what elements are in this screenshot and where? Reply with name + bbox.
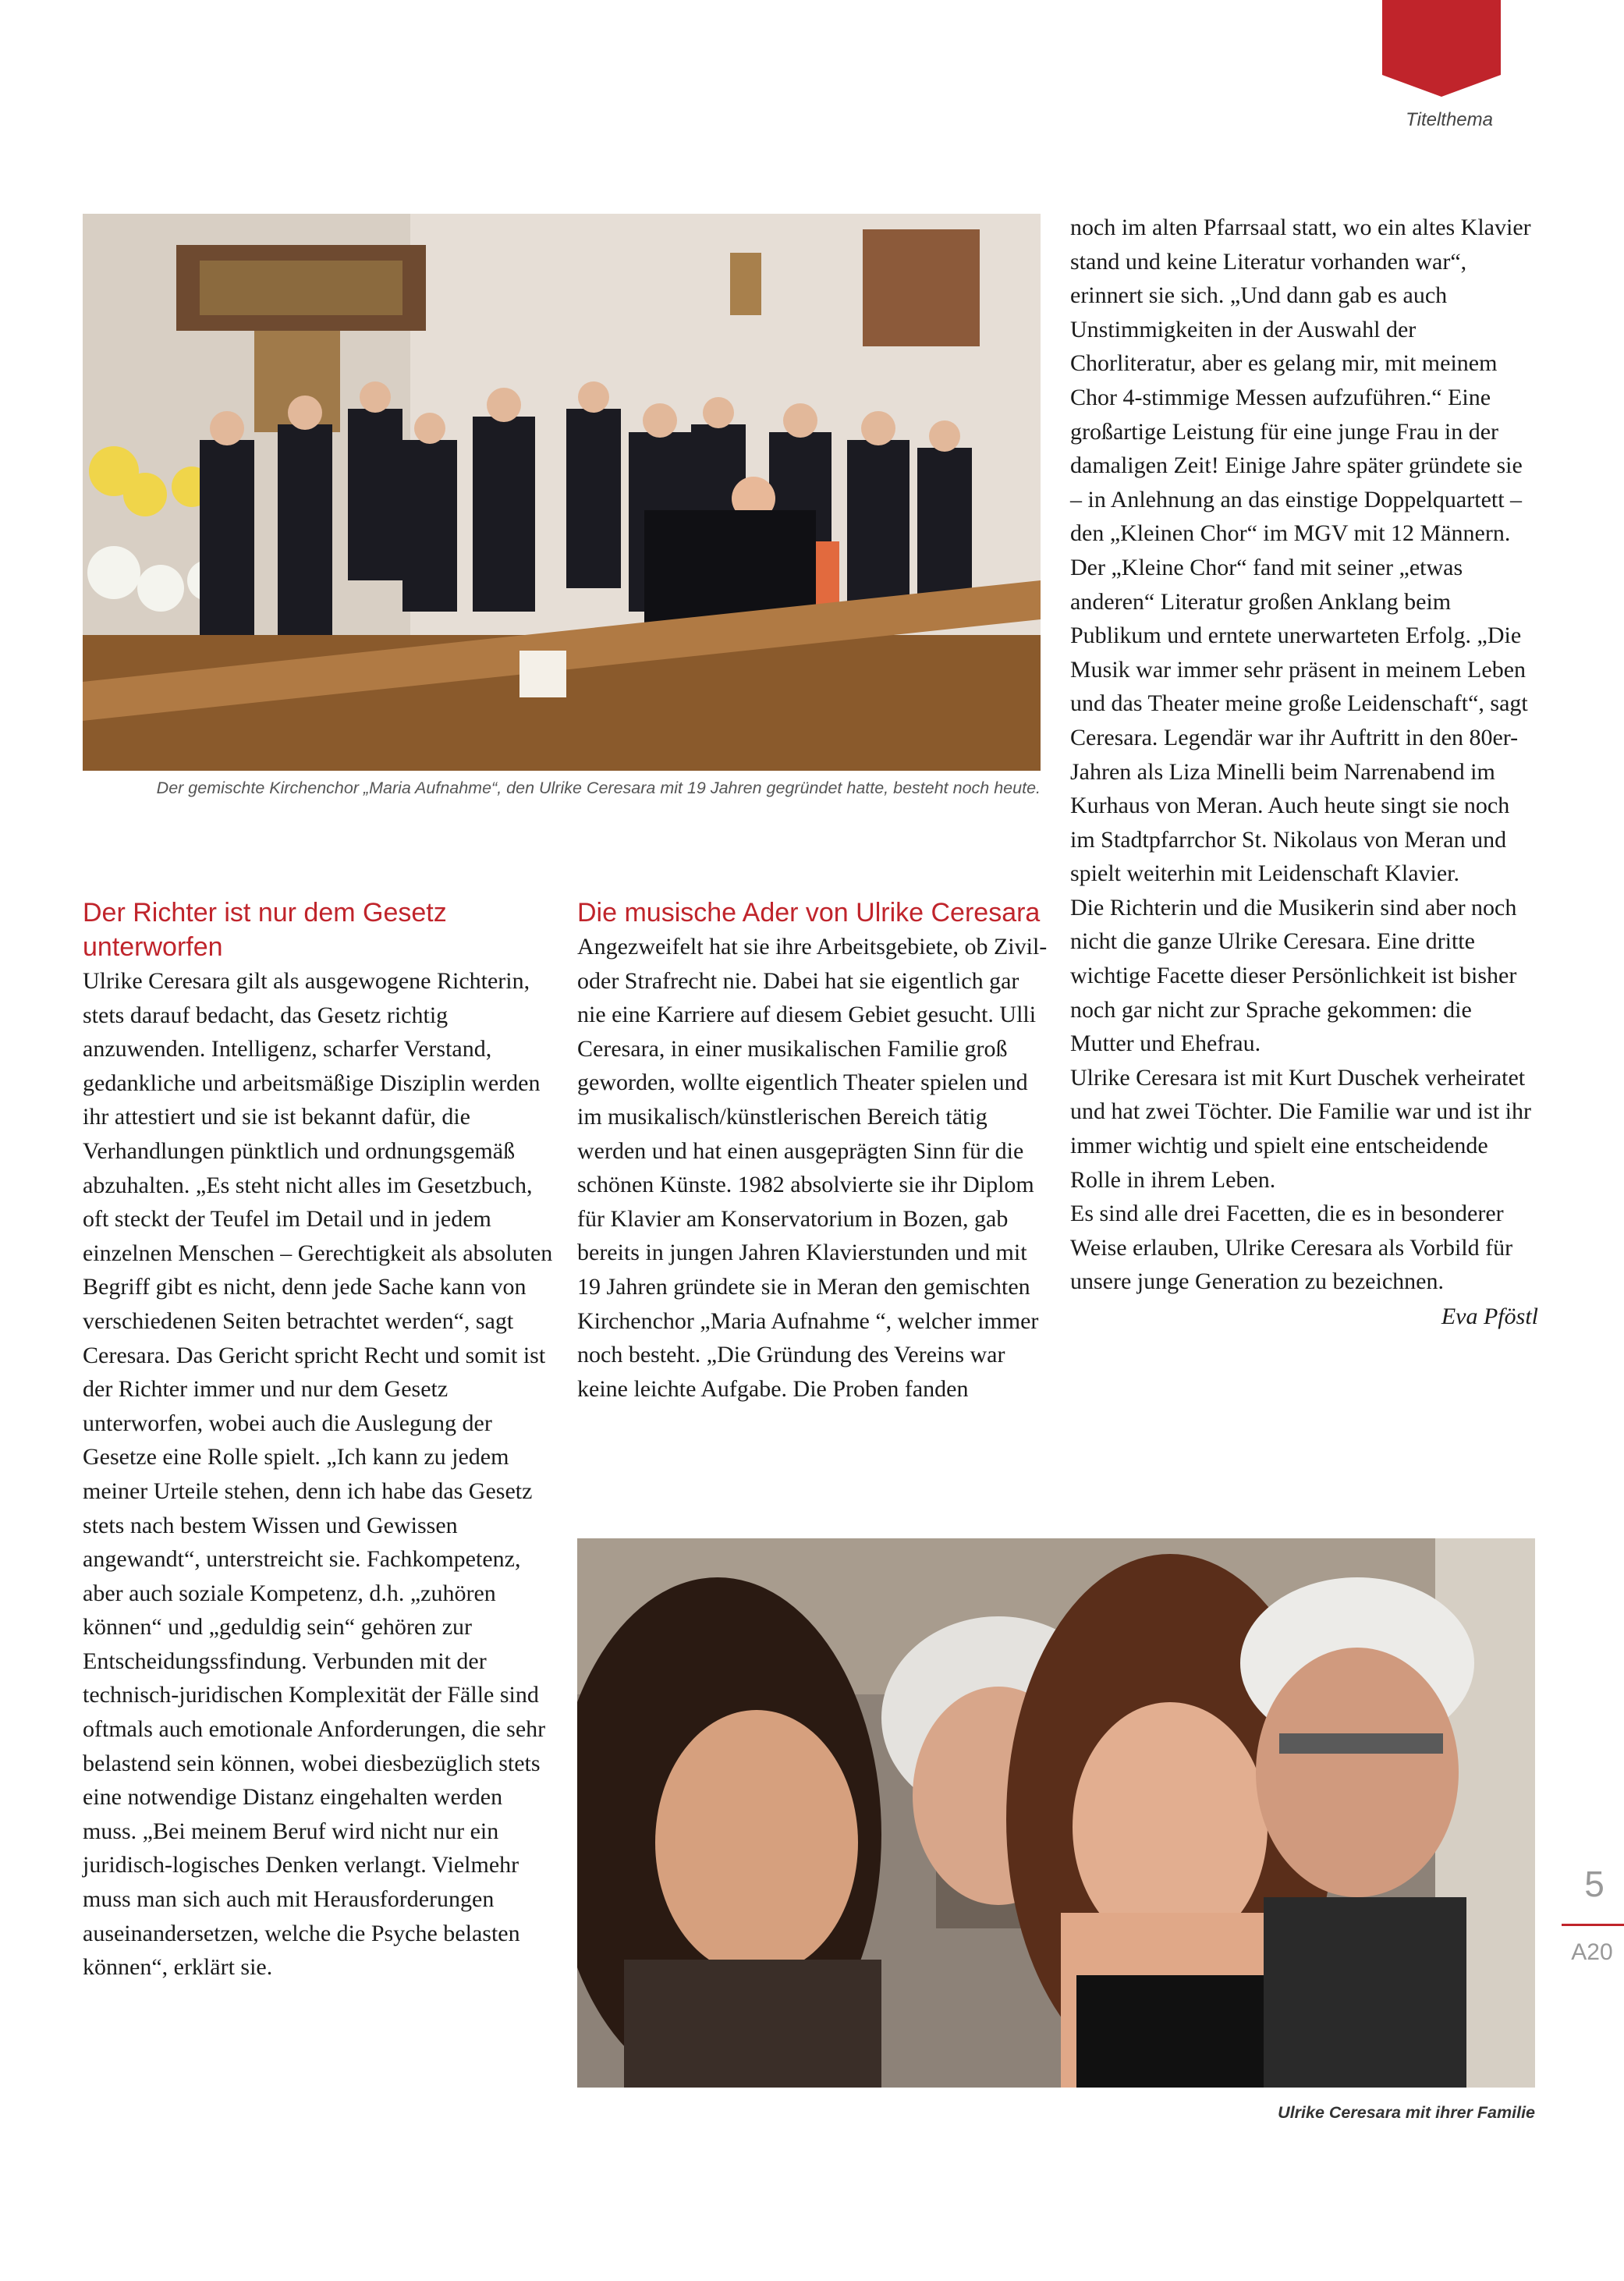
column-1-heading: Der Richter ist nur dem Gesetz unterworfen [83,898,447,962]
section-label: Titelthema [1406,109,1493,130]
article-column-1 [83,896,555,1985]
column-3-text-3: Ulrike Ceresara ist mit Kurt Duschek verheiratet und hat zwei Töchter. Die Familie war und ist ihr immer wichtig und spielt eine entscheidende Rolle in ihrem Leben. [1070,1064,1531,1193]
article-column-3 [1070,211,1538,1330]
column-1-text: Ulrike Ceresara gilt als ausgewogene Richterin, stets darauf bedacht, das Gesetz richtig anzuwenden. Intelligenz, scharfer Verstand, gedankliche und arbeitsmäßige Disziplin werden ihr attestiert und sie ist bekannt dafür, die Verhandlungen pünktlich und ordnungsgemäß abzuhalten. „Es steht nicht alles im Gesetzbuch, oft steckt der Teufel im Detail und in jedem einzelnen Menschen – Gerechtigkeit als absoluten Begriff gibt es nicht, denn jede Sache kann von verschiedenen Seiten betrachtet werden“, sagt Ceresara. Das Gericht spricht Recht und somit ist der Richter immer und nur dem Gesetz unterworfen, wobei auch die Auslegung der Gesetze eine Rolle spielt. „Ich kann zu jedem meiner Urteile stehen, denn ich habe das Gesetz stets nach bestem Wissen und Gewissen angewandt“, unterstreicht sie. Fachkompetenz, aber auch soziale Kompetenz, d.h. „zuhören können“ und „geduldig sein“ gehören zur Entscheidungssfindung. Verbunden mit der technisch-juridischen Komplexität der Fälle sind oftmals auch emotionale Anforderungen, die sehr belastend sein können, wobei diesbezüglich stets eine notwendige Distanz eingehalten werden muss. „Bei meinem Beruf wird nicht nur ein juridisch-logisches Denken verlangt. Vielmehr muss man sich auch mit Herausforderungen auseinandersetzen, welche die Psyche belasten können“, erklärt sie. [83,968,553,1981]
column-2-text: Angezweifelt hat sie ihre Arbeitsgebiete, ob Zivil- oder Strafrecht nie. Dabei hat sie eigentlich gar nie eine Karriere auf diesem Gebiet gesucht. Ulli Ceresara, in einer musikalischen Familie groß geworden, wollte eigentlich Theater spielen und im musikalisch/künstlerischen Bereich tätig werden und hat einen ausgeprägten Sinn für die schönen Künste. 1982 absolvierte sie ihr Diplom für Klavier am Konservatorium in Bozen, gab bereits in jungen Jahren Klavierstunden und mit 19 Jahren gründete sie in Meran den gemischten Kirchenchor „Maria Aufnahme “, welcher immer noch besteht. „Die Gründung des Vereins war keine leichte Aufgabe. Die Proben fanden [577,934,1048,1402]
family-photo [577,1538,1535,2088]
column-3-text-2: Die Richterin und die Musikerin sind aber noch nicht die ganze Ulrike Ceresara. Eine dritte wichtige Facette dieser Persönlichkeit ist bisher noch gar nicht zur Sprache gekommen: die Mutter und Ehefrau. [1070,894,1517,1057]
section-tab [1382,0,1501,97]
family-photo-caption: Ulrike Ceresara mit ihrer Familie [1278,2103,1535,2122]
column-3-text-4: Es sind alle drei Facetten, die es in besonderer Weise erlauben, Ulrike Ceresara als Vorbild für unsere junge Generation zu bezeichnen. [1070,1201,1513,1295]
column-2-heading: Die musische Ader von Ulrike Ceresara [577,898,1041,928]
choir-photo-caption: Der gemischte Kirchenchor „Maria Aufnahme“, den Ulrike Ceresara mit 19 Jahren gegründet hatte, besteht noch heute. [156,779,1041,797]
page-number-rule [1562,1924,1624,1926]
page-number: 5 [1584,1864,1604,1904]
issue-code: A20 [1571,1939,1613,1965]
column-3-text-1: noch im alten Pfarrsaal statt, wo ein altes Klavier stand und keine Literatur vorhanden war“, erinnert sie sich. „Und dann gab es auch Unstimmigkeiten in der Auswahl der Chorliteratur, aber es gelang mir, mit meinem Chor 4-stimmige Messen aufzuführen.“ Eine großartige Leistung für eine junge Frau in der damaligen Zeit! Einige Jahre später gründete sie – in Anlehnung an das einstige Doppelquartett – den „Kleinen Chor“ im MGV mit 12 Männern. Der „Kleine Chor“ fand mit seiner „etwas anderen“ Literatur großen Anklang beim Publikum und erntete unerwarteten Erfolg. „Die Musik war immer sehr präsent in meinem Leben und das Theater meine große Leidenschaft“, sagt Ceresara. Legendär war ihr Auftritt in den 80er-Jahren als Liza Minelli beim Narrenabend im Kurhaus von Meran. Auch heute singt sie noch im Stadtpfarrchor St. Nikolaus von Meran und spielt weiterhin mit Leidenschaft Klavier. [1070,215,1531,887]
choir-photo [83,214,1041,771]
article-column-2 [577,896,1050,1406]
author-name: Eva Pföstl [1441,1304,1538,1329]
